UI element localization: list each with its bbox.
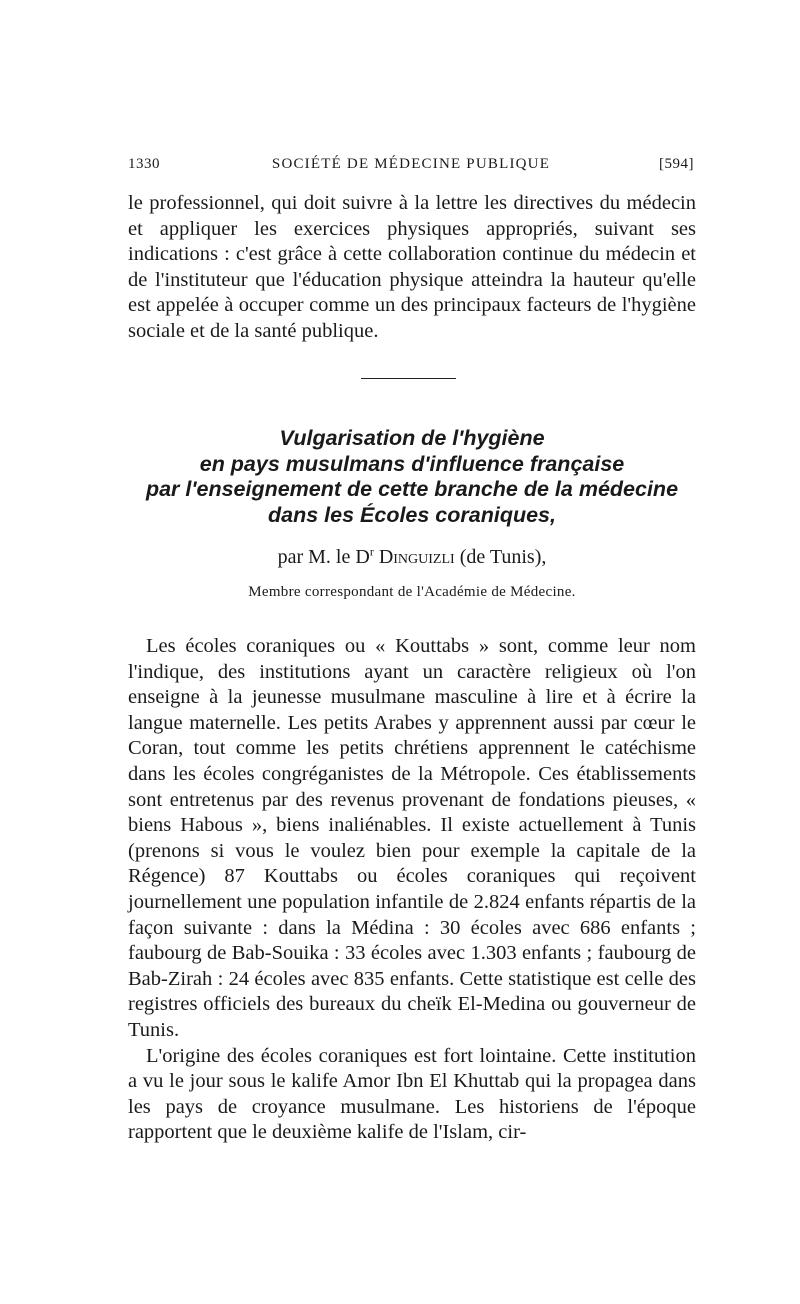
byline bbox=[128, 545, 696, 569]
running-head bbox=[128, 156, 694, 178]
page-number: 1330 bbox=[128, 156, 160, 172]
author-affiliation: Membre correspondant de l'Académie de Médecine. bbox=[248, 584, 576, 600]
intro-paragraph: le professionnel, qui doit suivre à la lettre les directives du médecin et appliquer les exercices physiques appropriés, suivant ses indications : c'est grâce à cette collaboration continue du médecin et de l'instituteur que l'éducation physique atteindra la hauteur qu'elle est appelée à occuper comme un des principaux facteurs de l'hygiène sociale et de la santé publique. bbox=[128, 192, 696, 342]
article-title bbox=[128, 426, 696, 528]
byline-suffix: (de Tunis), bbox=[459, 546, 547, 568]
article-body bbox=[128, 634, 696, 1146]
section-divider bbox=[361, 378, 456, 379]
intro-paragraph-block bbox=[128, 191, 696, 345]
article-title-line: Vulgarisation de l'hygiène bbox=[279, 426, 545, 450]
body-paragraph: Les écoles coraniques ou « Kouttabs » sont, comme leur nom l'indique, des institutions ayant un caractère religieux où l'on enseigne à la jeunesse musulmane masculine à lire et à écrire la langue maternelle. Les petits Arabes y apprennent aussi par cœur le Coran, tout comme les petits chrétiens apprennent le catéchisme dans les écoles congréganistes de la Métropole. Ces établissements sont entretenus par des revenus provenant de fondations pieuses, « biens Habous », biens inaliénables. Il existe actuellement à Tunis (prenons si vous le voulez bien pour exemple la capitale de la Régence) 87 Kouttabs ou écoles coraniques qui reçoivent journellement une population infantile de 2.824 enfants répartis de la façon suivante : dans la Médina : 30 écoles avec 686 enfants ; faubourg de Bab-Souika : 33 écoles avec 1.303 enfants ; faubourg de Bab-Zirah : 24 écoles avec 835 enfants. Cette statistique est celle des registres officiels des bureaux du cheïk El-Medina ou gouverneur de Tunis. bbox=[128, 635, 696, 1041]
article-title-line: en pays musulmans d'influence française bbox=[199, 451, 625, 476]
byline-title-sup: r bbox=[369, 544, 374, 559]
body-paragraph: L'origine des écoles coraniques est fort lointaine. Cette institution a vu le jour sous le kalife Amor Ibn El Khuttab qui la propagea dans les pays de croyance musulmane. Les historiens de l'époque rapportent que le deuxième kalife de l'Islam, cir- bbox=[128, 1044, 696, 1144]
journal-title: SOCIÉTÉ DE MÉDECINE PUBLIQUE bbox=[271, 156, 551, 172]
page-index: [594] bbox=[659, 156, 694, 172]
author-name: Dinguizli bbox=[378, 546, 455, 568]
article-title-line: dans les Écoles coraniques, bbox=[268, 502, 556, 527]
article-title-line: par l'enseignement de cette branche de la médecine bbox=[145, 477, 679, 501]
byline-prefix: par M. le D bbox=[277, 546, 370, 568]
